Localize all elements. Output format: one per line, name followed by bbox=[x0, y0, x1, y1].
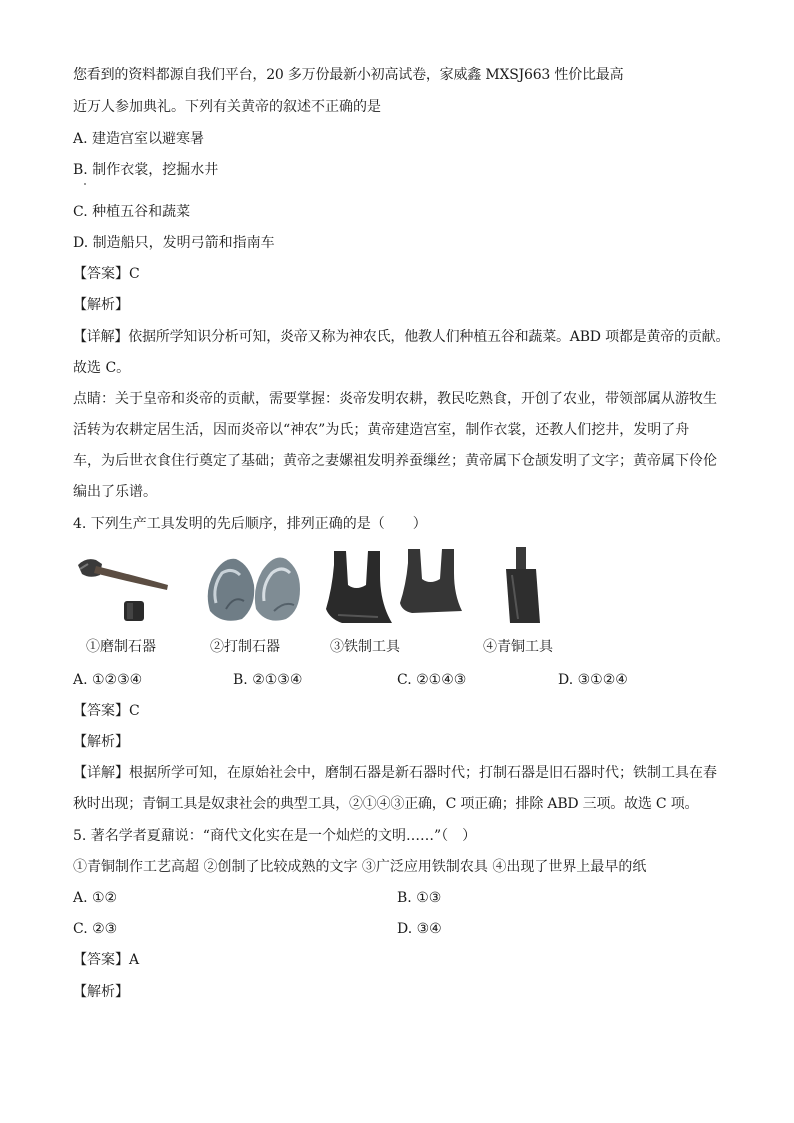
q3-tip-line-2: 活转为农耕定居生活，因而炎帝以“神农”为氏；黄帝建造宫室，制作衣裳，还教人们挖井，发明了舟 bbox=[73, 422, 690, 438]
q4-detail-line-2: 秋时出现；青铜工具是奴隶社会的典型工具，②①④③正确，C 项正确；排除 ABD 三项。故选 C 项。 bbox=[73, 796, 699, 812]
q4-caption-4: ④青铜工具 bbox=[483, 639, 553, 655]
q3-tip-line-4: 编出了乐谱。 bbox=[73, 484, 157, 500]
bronze-tool-image bbox=[496, 545, 558, 627]
q3-detail-line-1: 【详解】依据所学知识分析可知，炎帝又称为神农氏，他教人们种植五谷和蔬菜。ABD 项都是黄帝的贡献。 bbox=[73, 329, 730, 345]
q3-option-a: A. 建造宫室以避寒暑 bbox=[73, 131, 205, 147]
q3-tip-line-1: 点睛：关于皇帝和炎帝的贡献，需要掌握：炎帝发明农耕，教民吃熟食，开创了农业，带领部属从游牧生 bbox=[73, 391, 717, 407]
q3-option-d: D. 制造船只，发明弓箭和指南车 bbox=[73, 235, 275, 251]
header-ad-text: 您看到的资料都源自我们平台，20 多万份最新小初高试卷，家威鑫 MXSJ663 性价比最高 bbox=[73, 67, 624, 83]
q4-analysis-label: 【解析】 bbox=[73, 734, 129, 750]
q3-option-b: B. 制作衣裳，挖掘水井 bbox=[73, 162, 219, 178]
q3-option-c: C. 种植五谷和蔬菜 bbox=[73, 204, 191, 220]
q4-caption-3: ③铁制工具 bbox=[330, 639, 400, 655]
chipped-stone-tool-image bbox=[200, 545, 306, 627]
q3-tip-line-3: 车，为后世衣食住行奠定了基础；黄帝之妻嫘祖发明养蚕缫丝；黄帝属下仓颉发明了文字；黄帝属下伶伦 bbox=[73, 453, 717, 469]
q3-stem: 近万人参加典礼。下列有关黄帝的叙述不正确的是 bbox=[73, 99, 381, 115]
q4-option-c: C. ②①④③ bbox=[397, 672, 467, 688]
q3-analysis-label: 【解析】 bbox=[73, 297, 129, 313]
q5-option-b: B. ①③ bbox=[397, 890, 442, 906]
q4-option-d: D. ③①②④ bbox=[558, 672, 628, 688]
q4-caption-2: ②打制石器 bbox=[210, 639, 280, 655]
q5-option-a: A. ①② bbox=[73, 890, 118, 906]
q5-answer: 【答案】A bbox=[73, 952, 140, 968]
q5-items: ①青铜制作工艺高超 ②创制了比较成熟的文字 ③广泛应用铁制农具 ④出现了世界上最早的纸 bbox=[73, 859, 647, 875]
q4-option-b: B. ②①③④ bbox=[233, 672, 303, 688]
q5-stem: 5. 著名学者夏鼐说：“商代文化实在是一个灿烂的文明……”（ ） bbox=[73, 828, 477, 844]
scan-speck bbox=[84, 183, 86, 185]
q5-option-d: D. ③④ bbox=[397, 921, 442, 937]
iron-tool-image bbox=[322, 545, 464, 627]
q4-answer: 【答案】C bbox=[73, 703, 140, 719]
q4-option-a: A. ①②③④ bbox=[73, 672, 143, 688]
q5-option-c: C. ②③ bbox=[73, 921, 118, 937]
q4-detail-line-1: 【详解】根据所学可知，在原始社会中，磨制石器是新石器时代；打制石器是旧石器时代；铁制工具在春 bbox=[73, 765, 717, 781]
q4-caption-1: ①磨制石器 bbox=[86, 639, 156, 655]
polished-stone-tool-image bbox=[72, 545, 176, 627]
q3-answer: 【答案】C bbox=[73, 266, 140, 282]
q3-detail-line-2: 故选 C。 bbox=[73, 360, 131, 376]
q4-stem: 4. 下列生产工具发明的先后顺序，排列正确的是（ ） bbox=[73, 516, 427, 532]
q5-analysis-label: 【解析】 bbox=[73, 984, 129, 1000]
